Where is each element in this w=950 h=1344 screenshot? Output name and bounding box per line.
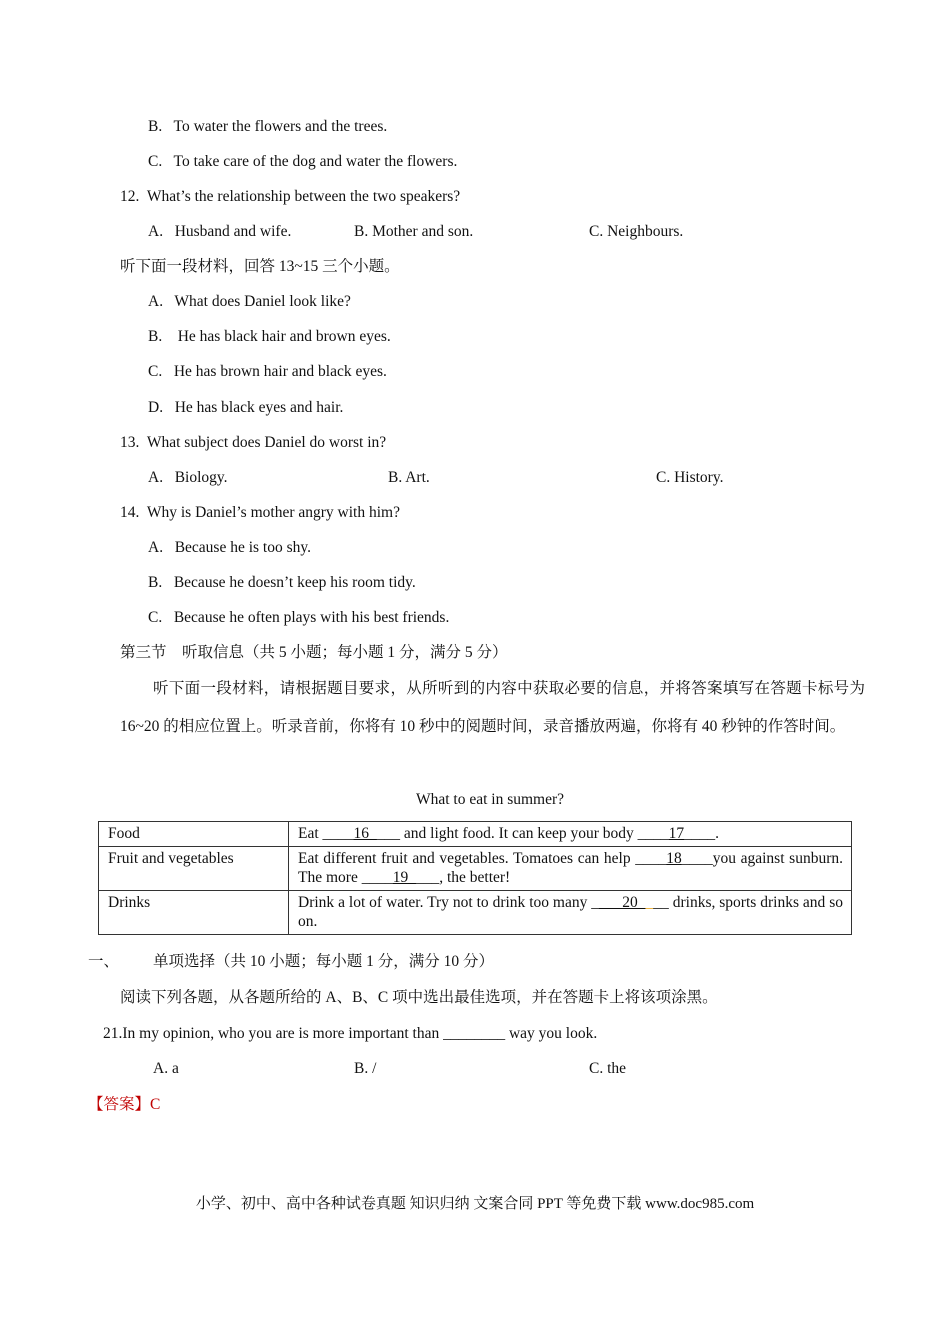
listening-intro-13-15: 听下面一段材料，回答 13~15 三个小题。 [120,258,400,275]
table-row [99,847,852,891]
question-13: 13. What subject does Daniel do worst in? [120,434,387,451]
row-label-food: Food [99,822,289,847]
q11-option-c: C. To take care of the dog and water the flowers. [148,153,458,170]
q14-option-a: A. Because he is too shy. [148,539,312,556]
passage-option-b: B. He has black hair and brown eyes. [148,328,391,345]
blank-20: ___20_ [599,894,646,911]
footer-text: 小学、初中、高中各种试卷真题 知识归纳 文案合同 PPT 等免费下载 www.doc985.com [195,1196,755,1212]
dot-mark: _ [645,894,654,911]
section-3-heading: 第三节 听取信息（共 5 小题；每小题 1 分，满分 5 分） [120,644,508,661]
q13-option-a: A. Biology. [148,469,228,486]
passage-option-c: C. He has brown hair and black eyes. [148,363,387,380]
blank-16: 16_ [353,825,377,842]
q11-option-b: B. To water the flowers and the trees. [148,118,388,135]
q13-option-c: C. History. [656,469,724,486]
blank-17: 17 [668,825,685,842]
blank-19: 19_ [392,869,416,886]
row-label-drinks: Drinks [99,891,289,935]
passage-option-d: D. He has black eyes and hair. [148,399,344,416]
q14-option-c: C. Because he often plays with his best friends. [148,609,450,626]
answer-line [88,1095,160,1115]
table-title: What to eat in summer? [415,791,565,808]
single-choice-instructions: 阅读下列各题，从各题所给的 A、B、C 项中选出最佳选项，并在答题卡上将该项涂黑。 [120,989,718,1006]
q21-option-b: B. / [354,1060,377,1077]
row-content-fruit-vegetables: Eat different fruit and vegetables. Tomatoes can help ____18____you against sunburn. The more ____19____, the better! [289,847,852,891]
q12-option-a: A. Husband and wife. [148,223,292,240]
info-table [98,821,852,935]
q21-option-c: C. the [589,1060,627,1077]
question-14: 14. Why is Daniel’s mother angry with him? [120,504,400,521]
row-label-fruit-vegetables: Fruit and vegetables [99,847,289,891]
answer-label: 【答案】 [88,1096,151,1113]
part-number: 一、 [88,953,120,970]
q13-option-b: B. Art. [388,469,430,486]
row-content-drinks: Drink a lot of water. Try not to drink too many ____20____ drinks, sports drinks and so on. [289,891,852,935]
question-12: 12. What’s the relationship between the two speakers? [120,188,461,205]
q12-option-b: B. Mother and son. [354,223,474,240]
section-3-instructions: 听下面一段材料，请根据题目要求，从所听到的内容中获取必要的信息，并将答案填写在答题卡标号为 16~20 的相应位置上。听录音前，你将有 10 秒中的阅题时间，录音播放两遍，你将有 40 秒钟的作答时间。 [120,680,865,735]
blank-18: 18 [666,850,682,867]
q12-option-c: C. Neighbours. [589,223,684,240]
q21-option-a: A. a [153,1060,179,1077]
table-row [99,822,852,847]
q14-option-b: B. Because he doesn’t keep his room tidy. [148,574,416,591]
row-content-food: Eat ____16____ and light food. It can keep your body ____17____. [289,822,852,847]
single-choice-heading: 单项选择（共 10 小题；每小题 1 分，满分 10 分） [153,953,495,970]
table-row [99,891,852,935]
answer-value: C [150,1096,161,1113]
passage-option-a: A. What does Daniel look like? [148,293,351,310]
question-21: 21.In my opinion, who you are is more important than ________ way you look. [103,1025,598,1042]
